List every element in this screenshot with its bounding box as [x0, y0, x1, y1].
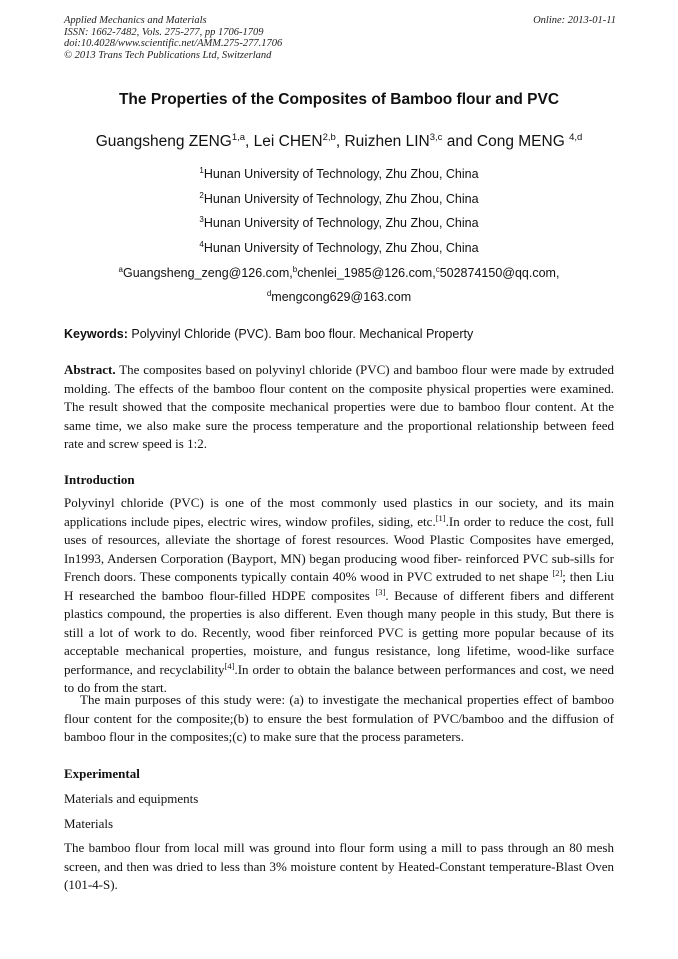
email-sup: a	[118, 265, 123, 274]
online-date: Online: 2013-01-11	[533, 15, 616, 26]
author-name: Cong MENG	[476, 133, 570, 150]
copyright-line: © 2013 Trans Tech Publications Ltd, Switzerland	[64, 49, 272, 61]
email-b[interactable]: chenlei_1985@126.com,	[297, 266, 436, 280]
author-name: Guangsheng ZENG	[95, 133, 232, 150]
intro-text: . Because of different fibers and different plastics compound, the properties is also different. Even though many people in this study, But there is still a lot of work to do. Recently, wood fiber reinforced PVC is getting more popular because of its acceptable mechanical properties, moisture, and fungus resistance, long lifetime, wood-like surface performance, and recyclability	[64, 587, 615, 677]
author-sep: and	[442, 133, 477, 150]
abstract-text: The composites based on polyvinyl chloride (PVC) and bamboo flour were made by extruded molding. The effects of the bamboo flour content on the composite physical properties were examined. The result showed that the composite mechanical properties were due to bamboo flour content. At the same time, we also make sure the process temperature and the proportional relationship between feed rate and screw speed is 1:2.	[64, 362, 614, 451]
affiliation-text: Hunan University of Technology, Zhu Zhou, China	[203, 167, 479, 181]
affiliation-4	[0, 241, 678, 255]
doi-line: doi:10.4028/www.scientific.net/AMM.275-277.1706	[64, 38, 283, 49]
author-name: Lei CHEN	[253, 133, 323, 150]
affiliation-text: Hunan University of Technology, Zhu Zhou, China	[203, 241, 479, 255]
paper-title: The Properties of the Composites of Bamboo flour and PVC	[118, 91, 560, 108]
author-sep: ,	[245, 133, 254, 150]
introduction-paragraph	[64, 494, 614, 698]
citation-ref[interactable]: [3]	[375, 586, 386, 597]
intro-text: .In order to obtain the balance between performances and cost, we need to do from the start.	[64, 661, 614, 695]
abstract-label: Abstract.	[64, 362, 116, 377]
citation-ref[interactable]: [2]	[552, 568, 563, 578]
keywords	[64, 327, 473, 341]
materials-subheading: Materials	[64, 816, 114, 831]
email-line-1	[0, 266, 678, 280]
author-sup: 1,a	[231, 132, 246, 143]
affiliation-sup: 2	[199, 191, 204, 200]
intro-text: ; then Liu H researched the bamboo flour-filled HDPE composites	[64, 569, 614, 603]
author-name: Ruizhen LIN	[344, 133, 430, 150]
journal-name: Applied Mechanics and Materials	[64, 15, 207, 26]
author-line	[0, 133, 678, 151]
email-line-2	[0, 290, 678, 304]
email-sup: c	[435, 265, 440, 274]
affiliation-text: Hunan University of Technology, Zhu Zhou, China	[203, 192, 479, 206]
author-sep: ,	[335, 133, 345, 150]
email-c[interactable]: 502874150@qq.com,	[439, 266, 560, 280]
intro-text: Polyvinyl chloride (PVC) is one of the most commonly used plastics in our society, and its main applications include pipes, electric wires, window profiles, siding, etc.	[64, 495, 614, 529]
journal-header	[64, 15, 282, 61]
abstract	[64, 361, 614, 454]
affiliation-1	[0, 167, 678, 181]
affiliation-sup: 3	[199, 215, 204, 224]
introduction-heading: Introduction	[64, 472, 135, 487]
keywords-label: Keywords:	[64, 327, 128, 341]
experimental-heading: Experimental	[64, 766, 140, 781]
materials-equipments-subheading: Materials and equipments	[64, 791, 199, 806]
materials-paragraph: The bamboo flour from local mill was ground into flour form using a mill to pass through an 80 mesh screen, and then was dried to less than 3% moisture content by Heated-Constant temperature-Blast Oven (101-4-S).	[64, 840, 614, 892]
author-sup: 2,b	[322, 132, 336, 143]
email-sup: d	[266, 289, 272, 298]
issn-line: ISSN: 1662-7482, Vols. 275-277, pp 1706-1709	[64, 26, 264, 38]
affiliation-text: Hunan University of Technology, Zhu Zhou, China	[203, 216, 479, 230]
author-sup: 3,c	[429, 132, 443, 143]
email-sup: b	[292, 265, 298, 274]
keywords-text: Polyvinyl Chloride (PVC). Bam boo flour. Mechanical Property	[131, 327, 474, 341]
email-a[interactable]: Guangsheng_zeng@126.com,	[123, 266, 293, 280]
intro-text: .In order to reduce the cost, full uses of resources, alleviate the shortage of forest resources. Wood Plastic Composites have emerged, In1993, Andersen Corporation (Bayport, MN) began producing wood fiber- reinforced PVC sub-sills for French doors. These components typically contain 40% wood in PVC extruded to net shape	[64, 513, 614, 584]
affiliation-3	[0, 216, 678, 230]
purposes-paragraph: The main purposes of this study were: (a) to investigate the mechanical properties effect of bamboo flour content for the composite;(b) to ensure the best formulation of PVC/bamboo and the diffusion of bamboo flour in the composites;(c) to make sure that the process parameters.	[64, 692, 614, 744]
affiliation-2	[0, 192, 678, 206]
citation-ref[interactable]: [4]	[224, 660, 235, 671]
affiliation-sup: 4	[199, 240, 204, 249]
author-sup: 4,d	[569, 132, 583, 143]
email-d[interactable]: mengcong629@163.com	[271, 290, 412, 304]
citation-ref[interactable]: [1]	[435, 512, 446, 523]
affiliation-sup: 1	[199, 166, 204, 175]
